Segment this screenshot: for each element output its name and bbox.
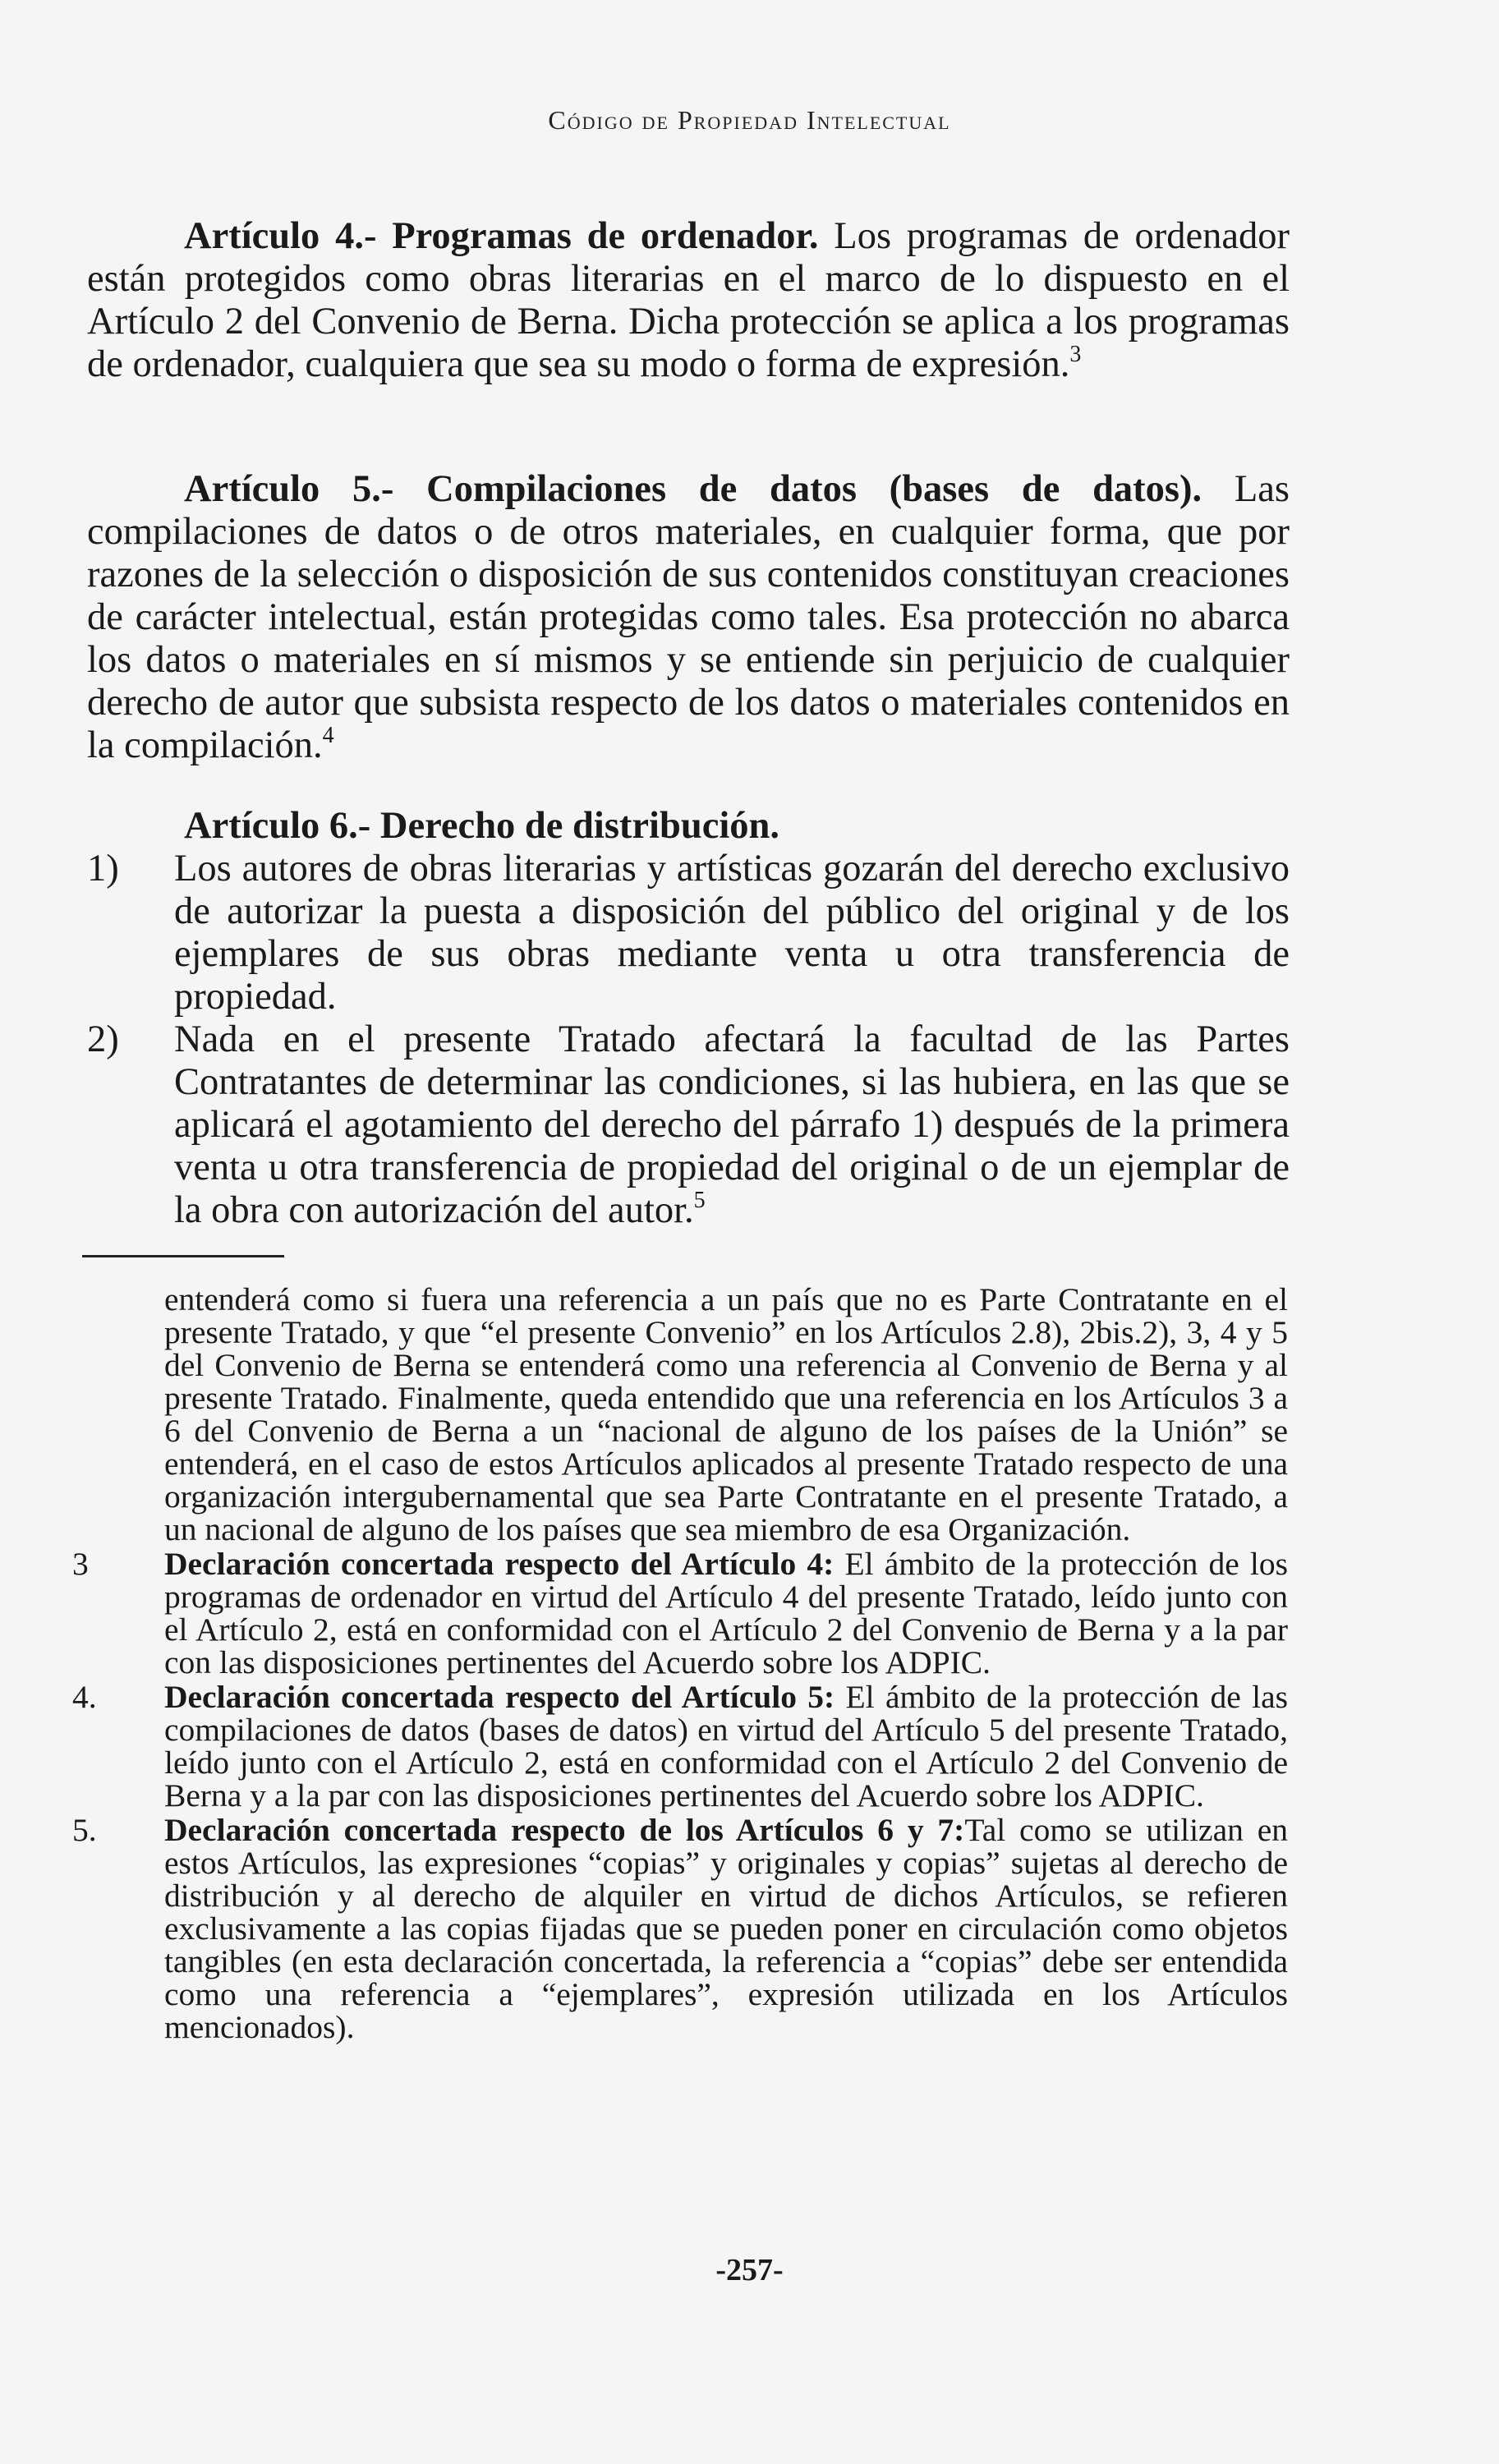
article-4 bbox=[87, 215, 1290, 386]
article-5-text: Las compilaciones de datos o de otros materiales, en cualquier forma, que por razones de la selección o disposición de sus contenidos constituyan creaciones de carácter intelectual, están protegidas como tales. Esa protección no abarca los datos o materiales en sí mismos y se entiende sin perjuicio de cualquier derecho de autor que subsista respecto de los datos o materiales contenidos en la compilación. bbox=[87, 468, 1290, 766]
item-number: 2) bbox=[87, 1018, 119, 1060]
article-4-paragraph bbox=[87, 215, 1290, 386]
article-5-heading: Artículo 5.- Compilaciones de datos (bases de datos). bbox=[184, 468, 1202, 510]
page-number: -257- bbox=[715, 2253, 784, 2287]
footnote-ref-3: 3 bbox=[1069, 342, 1082, 367]
footnote-text: El ámbito de la protección de los programas de ordenador en virtud del Artículo 4 del presente Tratado, leído junto con el Artículo 2, está en conformidad con el Artículo 2 del Convenio de Berna y a la par con las disposiciones pertinentes del Acuerdo sobre los ADPIC. bbox=[164, 1546, 1288, 1680]
footnote-heading: Declaración concertada respecto del Artículo 5: bbox=[164, 1679, 835, 1715]
footnote-3 bbox=[72, 1547, 1288, 1679]
footnote-heading: Declaración concertada respecto del Artículo 4: bbox=[164, 1546, 835, 1582]
article-5 bbox=[87, 468, 1290, 767]
footnote-heading: Declaración concertada respecto de los Artículos 6 y 7: bbox=[164, 1812, 965, 1848]
footnote-number: 3 bbox=[72, 1546, 89, 1582]
footnote-ref-5: 5 bbox=[693, 1188, 706, 1213]
item-text: Nada en el presente Tratado afectará la facultad de las Partes Contratantes de determinar las condiciones, si las hubiera, en las que se aplicará el agotamiento del derecho del párrafo 1) después de la primera venta u otra transferencia de propiedad del original o de un ejemplar de la obra con autorización del autor. bbox=[174, 1018, 1290, 1231]
footnote-5 bbox=[72, 1814, 1288, 2043]
article-6-item-1 bbox=[87, 848, 1290, 1018]
item-number: 1) bbox=[87, 848, 119, 890]
footnote-separator bbox=[82, 1255, 284, 1257]
footnotes bbox=[72, 1283, 1288, 2043]
running-title: Código de Propiedad Intelectual bbox=[548, 105, 951, 135]
footnote-ref-4: 4 bbox=[322, 723, 334, 748]
article-6 bbox=[87, 805, 1290, 1232]
footnote-number: 5. bbox=[72, 1812, 97, 1848]
article-6-heading: Artículo 6.- Derecho de distribución. bbox=[184, 805, 779, 847]
article-5-paragraph bbox=[87, 468, 1290, 767]
footnote-text: Tal como se utilizan en estos Artículos, las expresiones “copias” y originales y copias” sujetas al derecho de distribución y al derecho de alquiler en virtud de dichos Artículos, se refieren exclusivamente a las copias fijadas que se pueden poner en circulación como objetos tangibles (en esta declaración concertada, la referencia a “copias” debe ser entendida como una referencia a “ejemplares”, expresión utilizada en los Artículos mencionados). bbox=[164, 1812, 1288, 2045]
footnote-number: 4. bbox=[72, 1679, 97, 1715]
article-6-item-2 bbox=[87, 1018, 1290, 1232]
footnote-continuation: entenderá como si fuera una referencia a un país que no es Parte Contratante en el presente Tratado, y que “el presente Convenio” en los Artículos 2.8), 2bis.2), 3, 4 y 5 del Convenio de Berna se entenderá como una referencia al Convenio de Berna y al presente Tratado. Finalmente, queda entendido que una referencia en los Artículos 3 a 6 del Convenio de Berna a un “nacional de alguno de los países de la Unión” se entenderá, en el caso de estos Artículos aplicados al presente Tratado respecto de una organización intergubernamental que sea Parte Contratante en el presente Tratado, a un nacional de alguno de los países que sea miembro de esa Organización. bbox=[164, 1281, 1288, 1547]
item-text: Los autores de obras literarias y artísticas gozarán del derecho exclusivo de autorizar la puesta a disposición del público del original y de los ejemplares de sus obras mediante venta u otra transferencia de propiedad. bbox=[174, 848, 1290, 1018]
footnote-4 bbox=[72, 1680, 1288, 1812]
article-4-heading: Artículo 4.- Programas de ordenador. bbox=[184, 215, 819, 257]
article-4-text: Los programas de ordenador están protegidos como obras literarias en el marco de lo dispuesto en el Artículo 2 del Convenio de Berna. Dicha protección se aplica a los programas de ordenador, cualquiera que sea su modo o forma de expresión. bbox=[87, 215, 1290, 385]
footnote-text: El ámbito de la protección de las compilaciones de datos (bases de datos) en virtud del Artículo 5 del presente Tratado, leído junto con el Artículo 2, está en conformidad con el Artículo 2 del Convenio de Berna y a la par con las disposiciones pertinentes del Acuerdo sobre los ADPIC. bbox=[164, 1679, 1288, 1814]
